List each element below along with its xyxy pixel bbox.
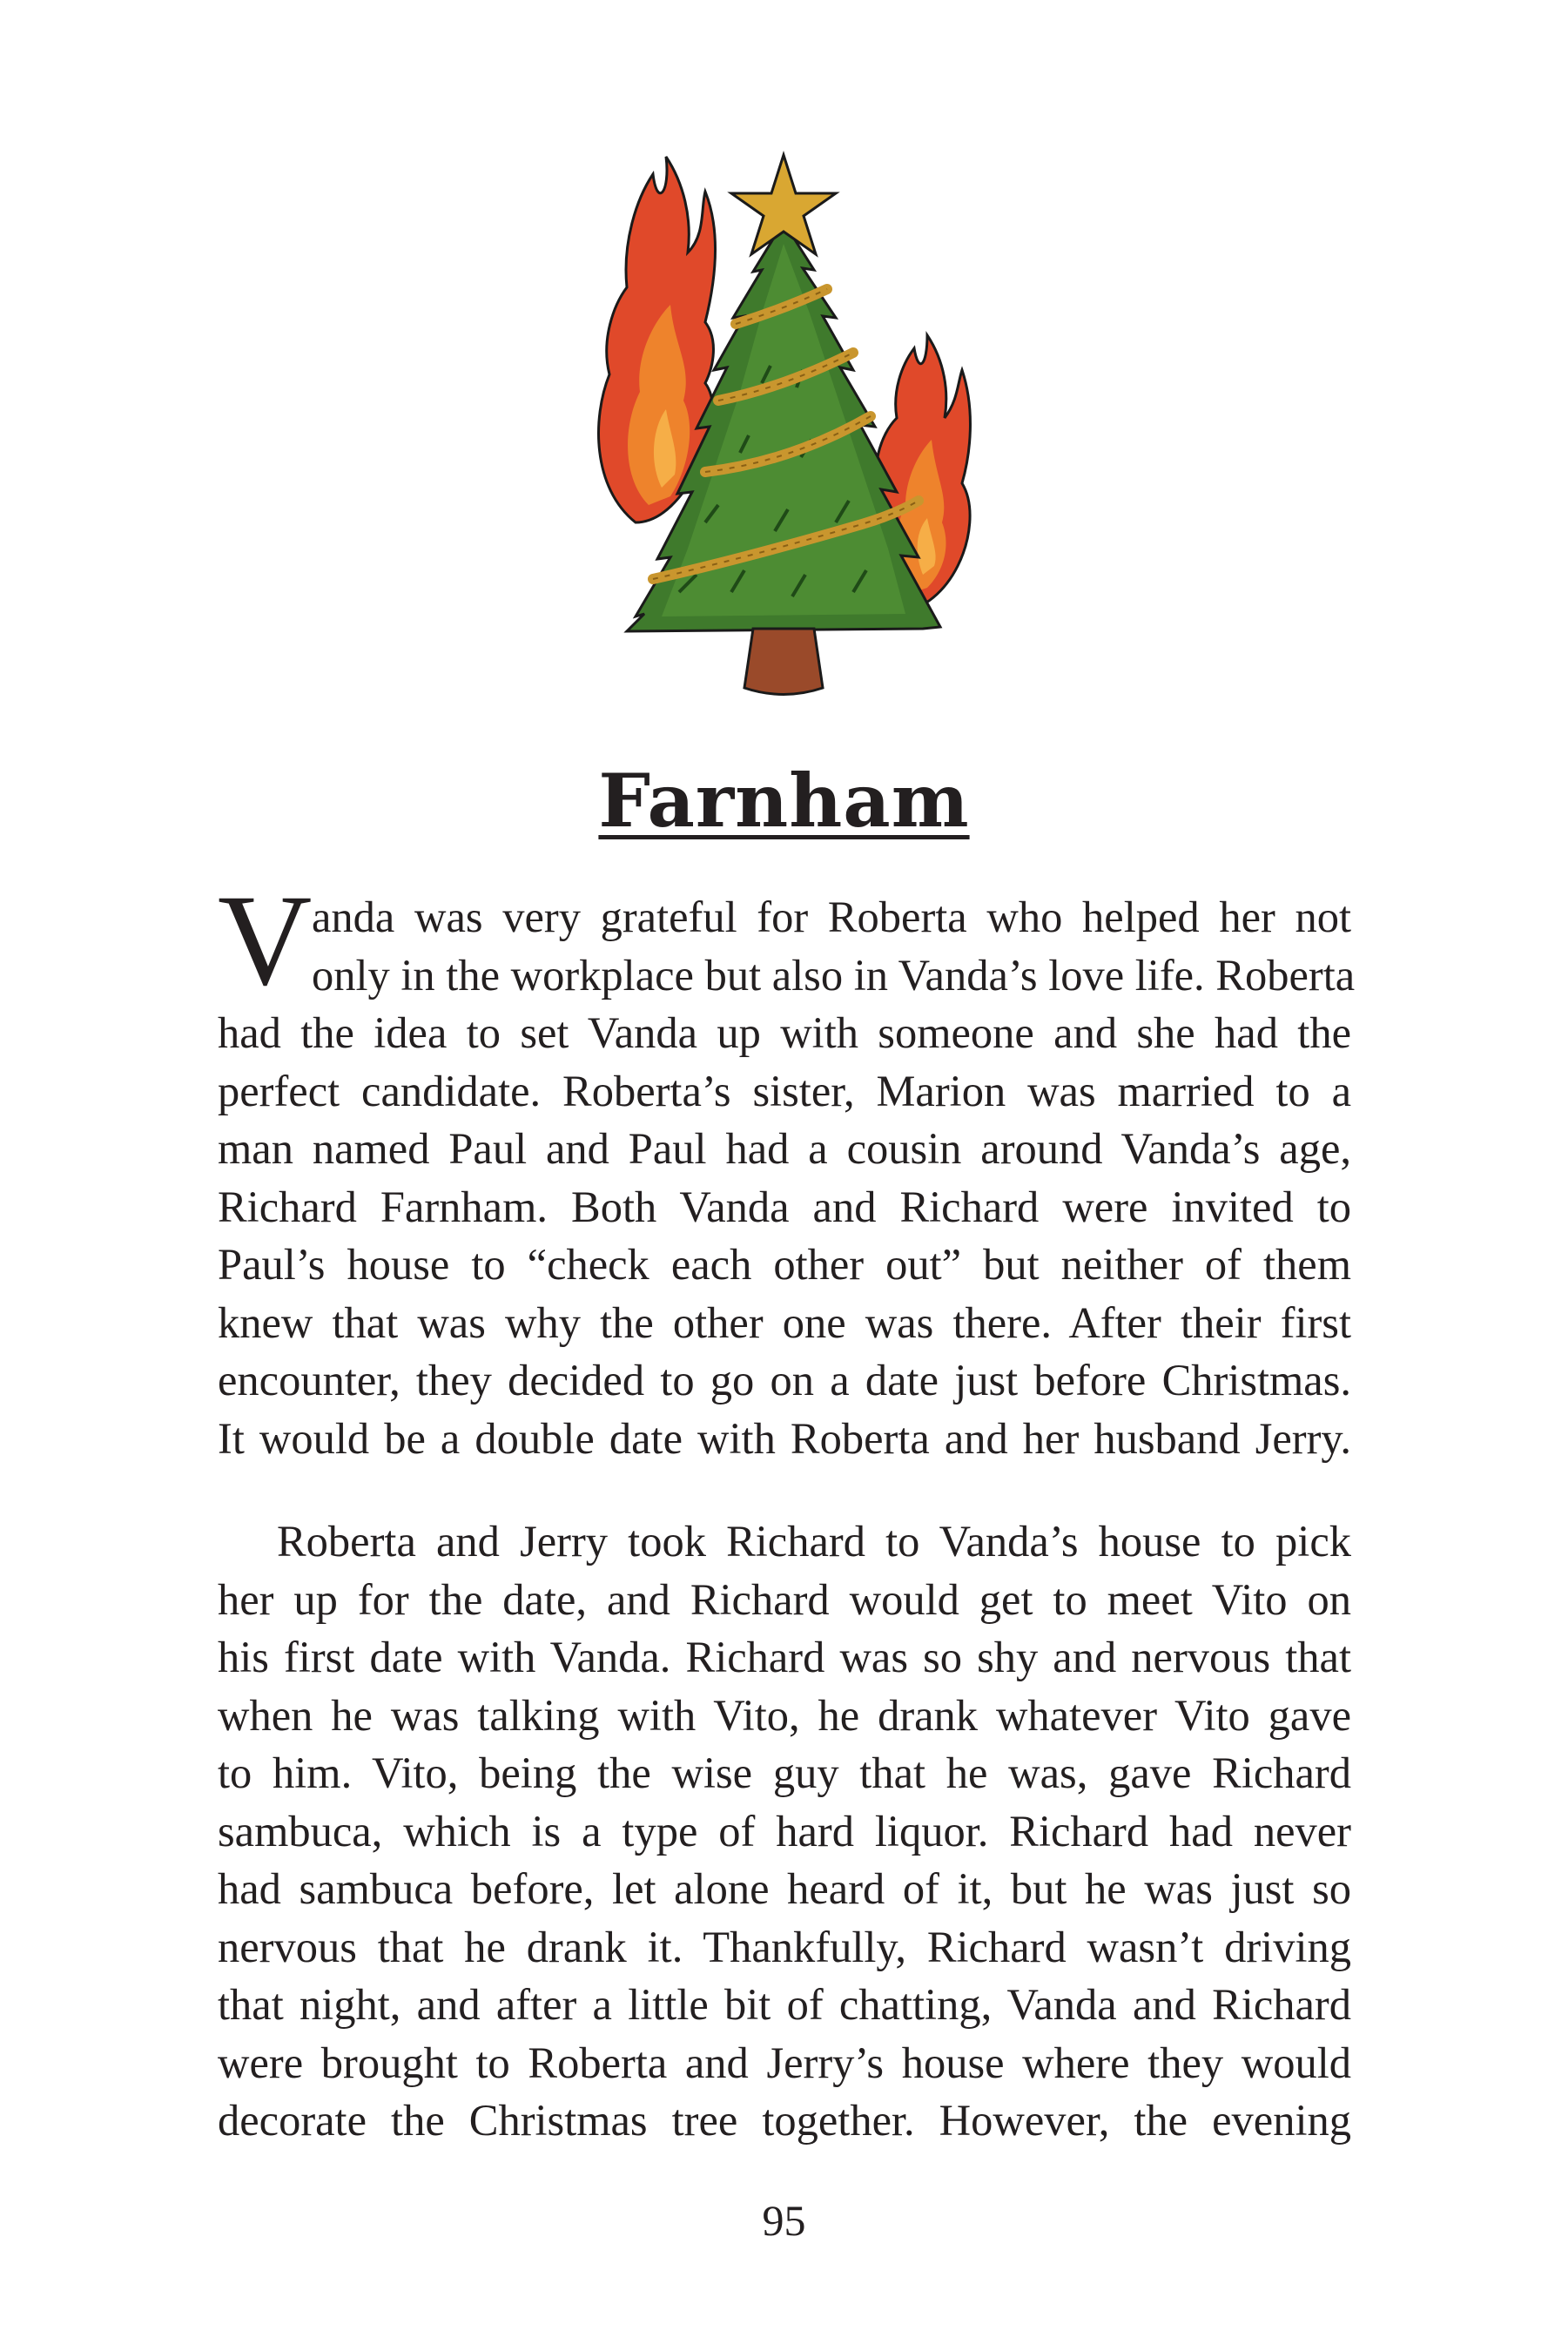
- text-line: anda was very grateful for Roberta who helped her not: [312, 893, 1351, 941]
- text-line: man named Paul and Paul had a cousin around Vanda’s age,: [218, 1124, 1351, 1173]
- text-line: sambuca, which is a type of hard liquor. Richard had never: [218, 1806, 1351, 1856]
- text-line: to him. Vito, being the wise guy that he was, gave Richard: [218, 1748, 1351, 1797]
- text-line: knew that was why the other one was there. After their first: [218, 1297, 1351, 1347]
- text-line: had sambuca before, let alone heard of it, but he was just so: [218, 1864, 1351, 1913]
- text-line: encounter, they decided to go on a date just before Christmas.: [218, 1356, 1351, 1405]
- text-line: only in the workplace but also in Vanda’s love life. Roberta: [312, 950, 1356, 1000]
- text-line: Paul’s house to “check each other out” but neither of them: [218, 1240, 1351, 1289]
- text-line: were brought to Roberta and Jerry’s house where they would: [218, 2038, 1351, 2087]
- tree-trunk: [744, 629, 823, 695]
- paragraph-2: [218, 1512, 1351, 2150]
- text-line: Richard Farnham. Both Vanda and Richard were invited to: [218, 1182, 1351, 1231]
- text-line: when he was talking with Vito, he drank whatever Vito gave: [218, 1690, 1351, 1740]
- text-line: Roberta and Jerry took Richard to Vanda’s house to pick: [277, 1517, 1351, 1566]
- text-line: had the idea to set Vanda up with someone and she had the: [218, 1008, 1351, 1057]
- text-line: perfect candidate. Roberta’s sister, Marion was married to a: [218, 1066, 1351, 1115]
- burning-christmas-tree-illustration: [575, 139, 993, 714]
- page-number: 95: [762, 2196, 806, 2245]
- text-line: nervous that he drank it. Thankfully, Richard wasn’t driving: [218, 1922, 1351, 1971]
- drop-cap: V: [218, 868, 313, 1013]
- text-line: his first date with Vanda. Richard was so shy and nervous that: [218, 1633, 1351, 1681]
- text-line: decorate the Christmas tree together. However, the evening: [218, 2096, 1351, 2145]
- text-line: It would be a double date with Roberta and her husband Jerry.: [218, 1413, 1351, 1463]
- paragraph-1: [218, 888, 1356, 1467]
- chapter-title: Farnham: [598, 758, 970, 844]
- text-line: that night, and after a little bit of chatting, Vanda and Richard: [218, 1980, 1351, 2029]
- text-line: her up for the date, and Richard would get to meet Vito on: [218, 1574, 1351, 1624]
